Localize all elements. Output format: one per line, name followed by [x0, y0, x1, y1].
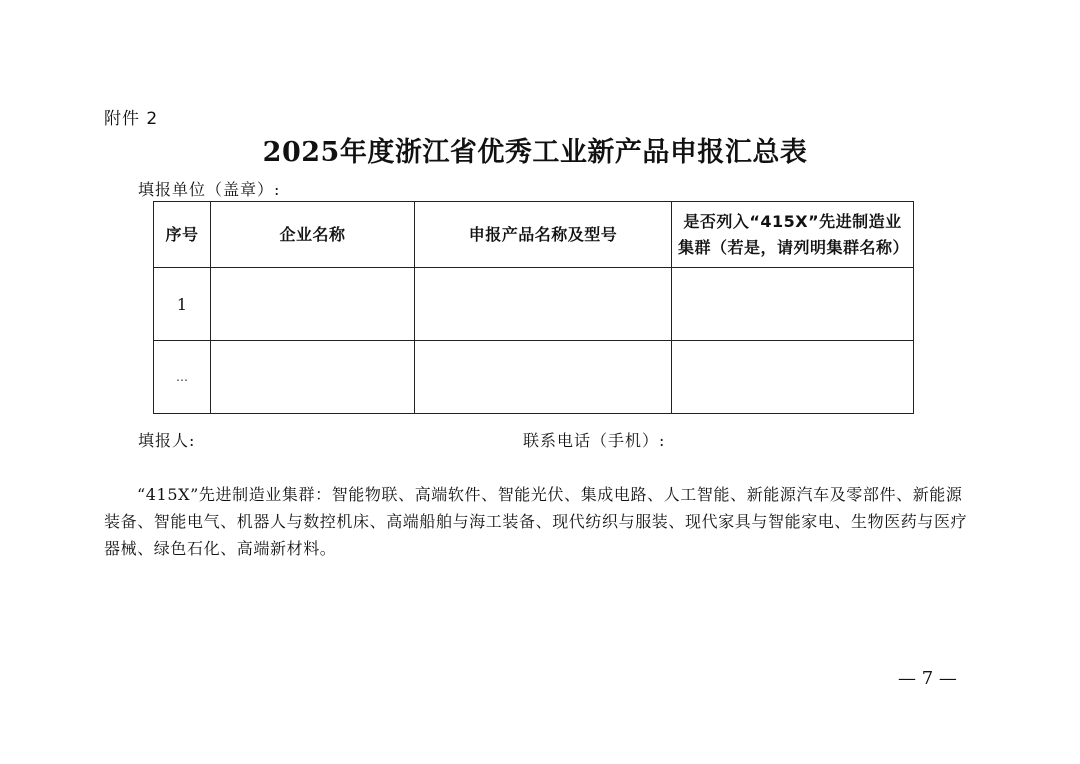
row-company-cell: [211, 268, 415, 341]
table-row: [154, 268, 914, 341]
summary-table: [153, 201, 914, 414]
column-header-cluster: 是否列入“415X”先进制造业集群（若是，请列明集群名称）: [672, 202, 914, 268]
table-row: [154, 341, 914, 414]
cluster-note: “415X”先进制造业集群：智能物联、高端软件、智能光伏、集成电路、人工智能、新能源汽车及零部件、新能源装备、智能电气、机器人与数控机床、高端船舶与海工装备、现代纺织与服装、现代家具与智能家电、生物医药与医疗器械、绿色石化、高端新材料。: [104, 485, 968, 558]
row-company-cell: [211, 341, 415, 414]
row-product-cell: [415, 341, 672, 414]
row-seq: …: [154, 341, 211, 414]
document-title: 2025年度浙江省优秀工业新产品申报汇总表: [262, 137, 808, 168]
row-cluster-cell: [672, 268, 914, 341]
table-header-row: [154, 202, 914, 268]
column-header-company: 企业名称: [211, 202, 415, 268]
row-cluster-cell: [672, 341, 914, 414]
column-header-seq: 序号: [154, 202, 211, 268]
page-number: — 7 —: [898, 668, 957, 689]
row-seq: 1: [154, 268, 211, 341]
attachment-label: 附件 2: [104, 109, 159, 129]
row-product-cell: [415, 268, 672, 341]
filler-label: 填报人:: [138, 431, 196, 450]
column-header-product: 申报产品名称及型号: [415, 202, 672, 268]
fill-unit-label: 填报单位（盖章）:: [138, 180, 281, 199]
phone-label: 联系电话（手机）:: [523, 431, 666, 450]
